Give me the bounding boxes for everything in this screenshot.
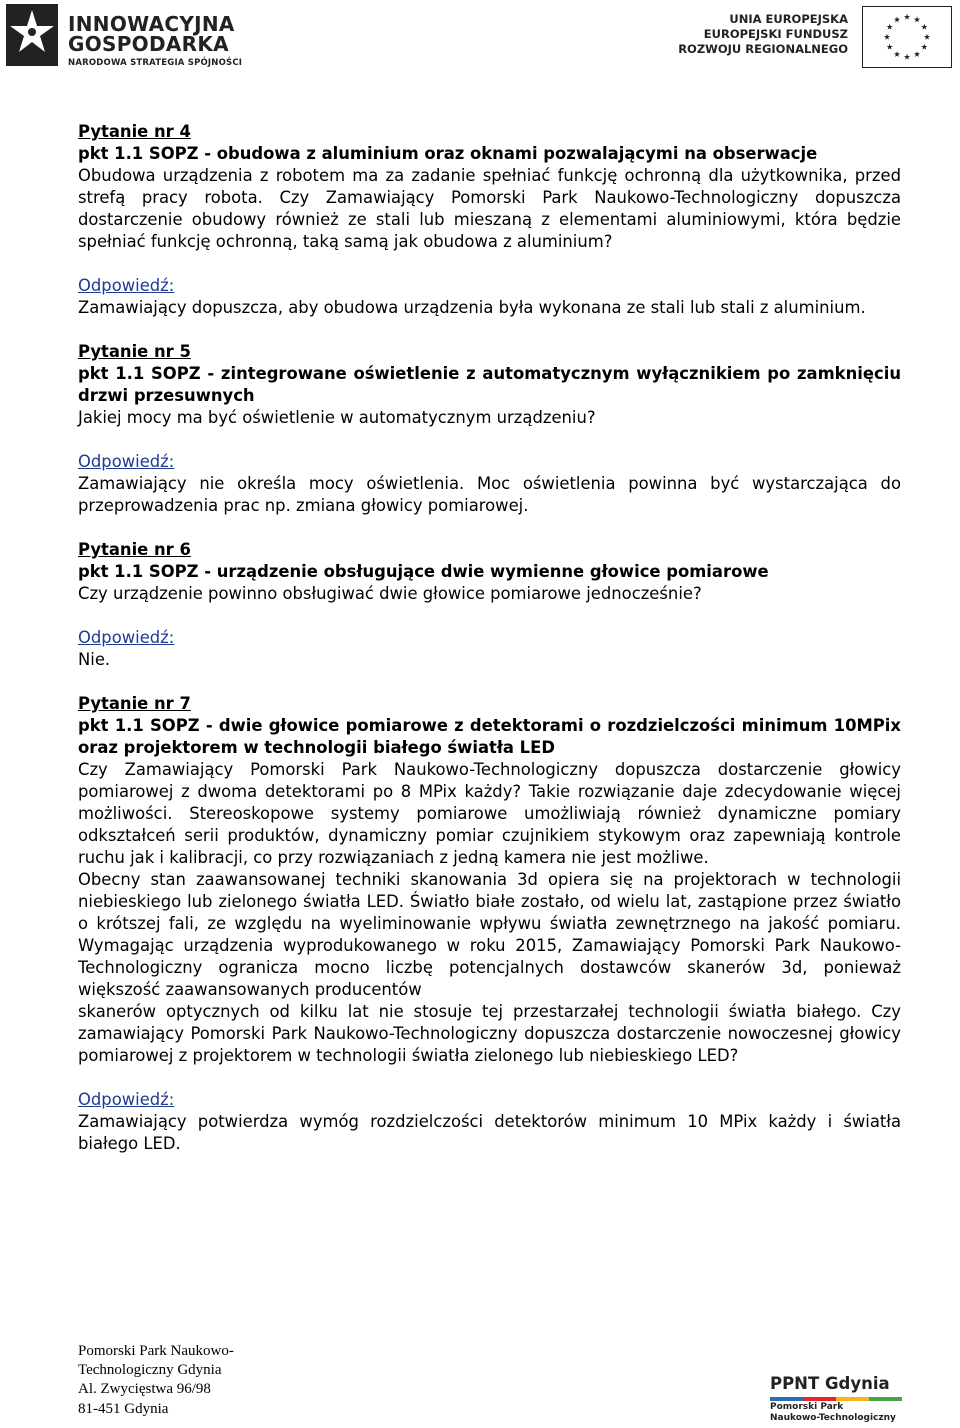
question-pkt: pkt 1.1 SOPZ - zintegrowane oświetlenie z automatycznym wyłącznikiem po zamknięciu drzwi przesuwnych [78, 364, 901, 405]
eu-flag-icon [862, 6, 952, 68]
footer-address [78, 1342, 234, 1419]
answer-label: Odpowiedź: [78, 276, 175, 295]
answer-label: Odpowiedź: [78, 628, 175, 647]
eu-star-icon [884, 34, 890, 40]
document-body [78, 121, 901, 1155]
logo-tagline: NARODOWA STRATEGIA SPÓJNOŚCI [68, 58, 243, 68]
eu-star-icon [887, 44, 893, 50]
star-figure-icon [6, 4, 64, 68]
address-line: Pomorski Park Naukowo- [78, 1343, 234, 1359]
question-body: Jakiej mocy ma być oświetlenie w automatycznym urządzeniu? [78, 408, 596, 427]
eu-star-icon [921, 44, 927, 50]
eu-line2: EUROPEJSKI FUNDUSZ [703, 27, 848, 41]
logo-line2: GOSPODARKA [68, 32, 229, 56]
question-body: Czy Zamawiający Pomorski Park Naukowo-Technologiczny dopuszcza dostarczenie głowicy pomiarowej z dwoma detektorami po 8 MPix każdy? Takie rozwiązanie daje zdecydowanie więcej możliwości. Stereoskopowe systemy pomiarowe umożliwiają również dynamiczne pomiary odkształceń serii produktów, dynamiczny pomiar czujnikiem stykowym oraz zapewniają kontrole ruchu jak i kalibracji, co przy rozwiązaniach z jedną kamera nie jest możliwe. [78, 760, 901, 867]
eu-star-icon [904, 54, 910, 60]
question-pkt: pkt 1.1 SOPZ - dwie głowice pomiarowe z detektorami o rozdzielczości minimum 10MPix oraz projektorem w technologii białego światła LED [78, 716, 901, 757]
question-4 [78, 121, 901, 341]
question-body: Czy urządzenie powinno obsługiwać dwie głowice pomiarowe jednocześnie? [78, 584, 702, 603]
logo-line1: INNOWACYJNA [68, 12, 235, 36]
eu-star-icon [904, 14, 910, 20]
question-7 [78, 693, 901, 1155]
answer-text: Zamawiający dopuszcza, aby obudowa urządzenia była wykonana ze stali lub stali z aluminium. [78, 298, 866, 317]
question-title: Pytanie nr 4 [78, 122, 191, 141]
question-pkt: pkt 1.1 SOPZ - urządzenie obsługujące dwie wymienne głowice pomiarowe [78, 562, 769, 581]
answer-label: Odpowiedź: [78, 452, 175, 471]
eu-star-icon [914, 51, 920, 57]
ppnt-logo-text: PPNT Gdynia [770, 1374, 890, 1393]
eu-star-icon [921, 24, 927, 30]
answer-text: Zamawiający nie określa mocy oświetlenia. Moc oświetlenia powinna być wystarczająca do przeprowadzenia prac np. zmiana głowicy pomiarowej. [78, 474, 901, 515]
answer-text: Zamawiający potwierdza wymóg rozdzielczości detektorów minimum 10 MPix każdy i światła białego LED. [78, 1112, 901, 1153]
eu-logo [652, 6, 952, 68]
eu-star-icon [887, 24, 893, 30]
answer-label: Odpowiedź: [78, 1090, 175, 1109]
eu-star-icon [894, 16, 900, 22]
eu-star-icon [894, 51, 900, 57]
eu-line1: UNIA EUROPEJSKA [729, 12, 848, 26]
innowacyjna-gospodarka-logo [6, 4, 246, 70]
eu-line3: ROZWOJU REGIONALNEGO [678, 42, 848, 56]
question-title: Pytanie nr 5 [78, 342, 191, 361]
eu-star-icon [924, 34, 930, 40]
question-5 [78, 341, 901, 539]
question-pkt: pkt 1.1 SOPZ - obudowa z aluminium oraz oknami pozwalającymi na obserwacje [78, 144, 818, 163]
question-body: Obecny stan zaawansowanej techniki skanowania 3d opiera się na projektorach w technologii niebieskiego lub zielonego światła LED. Światło białe zostało, od wielu lat, zastąpione przez światło o krótszej fali, ze względu na wyeliminowanie wpływu światła zewnętrznego na jakość pomiaru. Wymagając urządzenia wyprodukowanego w roku 2015, Zamawiający Pomorski Park Naukowo-Technologiczny ogranicza mocno liczbę potencjalnych dostawców skanerów 3d, ponieważ większość zaawansowanych producentów [78, 870, 901, 999]
question-body: Obudowa urządzenia z robotem ma za zadanie spełniać funkcję ochronną dla użytkownika, przed strefą pracy robota. Czy Zamawiający Pomorski Park Naukowo-Technologiczny dopuszcza dostarczenie obudowy również ze stali lub mieszaną z elementami aluminiowymi, która będzie spełniać funkcję ochronną, taką samą jak obudowa z aluminium? [78, 166, 901, 251]
question-body: skanerów optycznych od kilku lat nie stosuje tej przestarzałej technologii światła białego. Czy zamawiający Pomorski Park Naukowo-Technologiczny dopuszcza dostarczenie nowoczesnej głowicy pomiarowej z projektorem w technologii światła zielonego lub niebieskiego LED? [78, 1002, 901, 1065]
address-line: Al. Zwycięstwa 96/98 [78, 1381, 211, 1398]
ppnt-sub-line1: Pomorski Park [770, 1402, 844, 1412]
address-line: 81-451 Gdynia [78, 1400, 169, 1417]
address-line: Technologiczny Gdynia [78, 1362, 222, 1379]
ppnt-sub-line2: Naukowo-Technologiczny [770, 1413, 896, 1423]
eu-star-icon [914, 16, 920, 22]
question-title: Pytanie nr 6 [78, 540, 191, 559]
ppnt-gdynia-logo [770, 1374, 902, 1426]
answer-text: Nie. [78, 650, 111, 669]
question-6 [78, 539, 901, 693]
question-title: Pytanie nr 7 [78, 694, 191, 713]
